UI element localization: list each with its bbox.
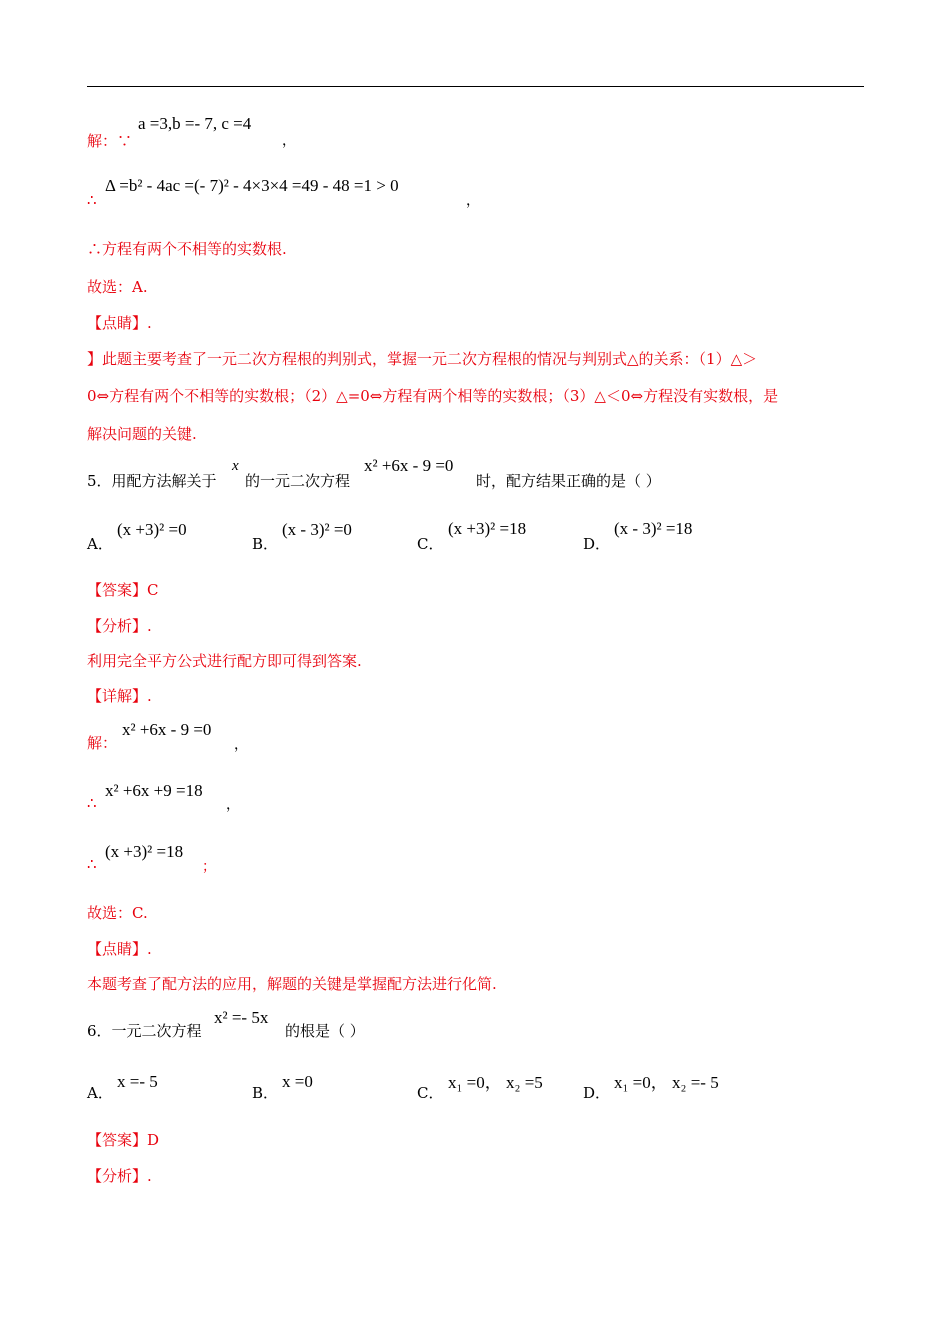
q5-variable: x bbox=[232, 458, 239, 474]
q5-option-a-expr: (x +3)² =0 bbox=[117, 520, 187, 539]
q5-step-2: x² +6x +9 =18 bbox=[105, 781, 203, 800]
q5-step-3-punct: ； bbox=[202, 860, 216, 875]
q5-point-title: 【点睛】. bbox=[87, 940, 152, 958]
q5-option-b-expr: (x - 3)² =0 bbox=[282, 520, 352, 539]
coefficients: a =3,b =- 7, c =4 bbox=[138, 114, 252, 133]
point-title: 【点睛】. bbox=[87, 314, 152, 332]
discriminant-equation: Δ =b² - 4ac =(- 7)² - 4×3×4 =49 - 48 =1 > 0 bbox=[105, 176, 399, 195]
therefore-symbol: ∴ bbox=[87, 191, 97, 209]
q5-option-a-label[interactable]: A． bbox=[87, 535, 113, 553]
q5-step-1: x² +6x - 9 =0 bbox=[122, 720, 212, 739]
q6-suffix: 的根是（ ） bbox=[285, 1022, 365, 1040]
q5-point: 本题考查了配方法的应用，解题的关键是掌握配方法进行化简. bbox=[87, 975, 497, 993]
q6-option-b-expr: x =0 bbox=[282, 1072, 313, 1091]
q6-option-b-label[interactable]: B． bbox=[252, 1084, 279, 1102]
q5-step-1-punct: ， bbox=[234, 738, 248, 753]
q5-solution-prefix: 解： bbox=[87, 734, 118, 752]
header-rule bbox=[87, 86, 864, 87]
because-symbol: ∵ bbox=[117, 132, 133, 150]
point-line-1: 】此题主要考查了一元二次方程根的判别式，掌握一元二次方程根的情况与判别式△的关系：（1）△＞ bbox=[87, 350, 758, 368]
q6-prefix: 6．一元二次方程 bbox=[87, 1022, 202, 1040]
q6-option-d-label[interactable]: D． bbox=[583, 1084, 611, 1102]
q6-option-a-expr: x =- 5 bbox=[117, 1072, 158, 1091]
q5-detail-title: 【详解】. bbox=[87, 687, 152, 705]
q5-analysis-title: 【分析】. bbox=[87, 617, 152, 635]
q5-option-c-expr: (x +3)² =18 bbox=[448, 519, 527, 538]
q5-step-2-punct: ， bbox=[226, 798, 240, 813]
point-line-2: 0⇔方程有两个不相等的实数根；（2）△=0⇔方程有两个相等的实数根；（3）△＜0⇔方程没有实数根，是 bbox=[87, 387, 779, 405]
q6-equation: x² =- 5x bbox=[214, 1008, 269, 1027]
q5-equation: x² +6x - 9 =0 bbox=[364, 456, 454, 475]
q5-mid: 的一元二次方程 bbox=[245, 472, 351, 490]
q5-analysis: 利用完全平方公式进行配方即可得到答案. bbox=[87, 652, 362, 670]
q5-prefix: 5．用配方法解关于 bbox=[87, 472, 217, 490]
q5-option-b-label[interactable]: B． bbox=[252, 535, 279, 553]
q6-option-c-expr: x₁ =0， x₂ =5 bbox=[448, 1073, 543, 1092]
q5-therefore-2: ∴ bbox=[87, 855, 97, 873]
solution-prefix: 解： bbox=[87, 132, 118, 150]
q5-suffix: 时，配方结果正确的是（ ） bbox=[476, 472, 661, 490]
q5-step-3: (x +3)² =18 bbox=[105, 842, 184, 861]
q6-option-d-expr: x₁ =0， x₂ =- 5 bbox=[614, 1073, 719, 1092]
q6-analysis-title: 【分析】. bbox=[87, 1167, 152, 1185]
q5-option-c-label[interactable]: C． bbox=[417, 535, 444, 553]
q5-choice: 故选：C. bbox=[87, 904, 148, 922]
q5-stem bbox=[87, 471, 217, 491]
q6-answer: 【答案】D bbox=[87, 1131, 160, 1149]
prev-solution-line bbox=[87, 131, 132, 151]
conclusion: ∴方程有两个不相等的实数根. bbox=[87, 240, 287, 258]
discriminant-punct: ， bbox=[466, 194, 480, 209]
coefficients-punct: ， bbox=[282, 134, 296, 149]
q5-answer: 【答案】C bbox=[87, 581, 159, 599]
q6-option-a-label[interactable]: A． bbox=[87, 1084, 113, 1102]
q5-therefore-1: ∴ bbox=[87, 794, 97, 812]
point-line-3: 解决问题的关键. bbox=[87, 425, 197, 443]
q6-option-c-label[interactable]: C． bbox=[417, 1084, 444, 1102]
q5-option-d-label[interactable]: D． bbox=[583, 535, 611, 553]
choice: 故选：A. bbox=[87, 278, 148, 296]
q5-option-d-expr: (x - 3)² =18 bbox=[614, 519, 693, 538]
